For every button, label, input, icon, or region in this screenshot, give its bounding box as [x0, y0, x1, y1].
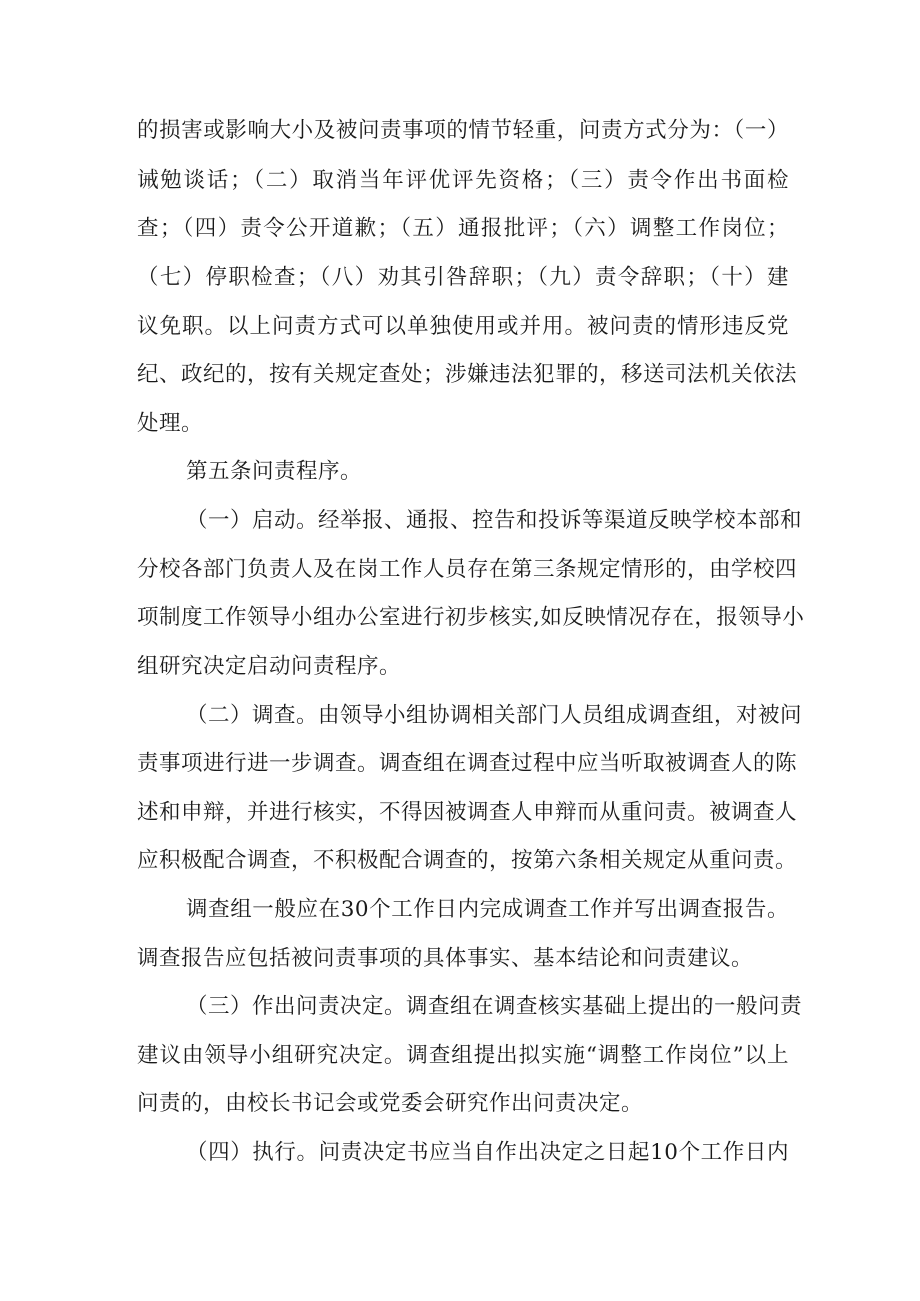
body-text-line: 述和申辩，并进行核实，不得因被调查人申辩而从重问责。被调查人	[137, 800, 798, 825]
body-text-line: 议免职。以上问责方式可以单独使用或并用。被问责的情形违反党	[137, 314, 789, 339]
article-heading: 第五条问责程序。	[186, 459, 363, 484]
body-text-line: 查；（四）责令公开道歉；（五）通报批评；（六）调整工作岗位；	[137, 216, 789, 241]
body-text-line: 诫勉谈话；（二）取消当年评优评先资格；（三）责令作出书面检	[137, 168, 789, 193]
body-text-line: （二）调查。由领导小组协调相关部门人员组成调查组，对被问	[186, 703, 803, 728]
body-text-line: 调查组一般应在30个工作日内完成调查工作并写出调查报告。	[186, 897, 789, 922]
body-text-line: （三）作出问责决定。调查组在调查核实基础上提出的一般问责	[186, 994, 803, 1019]
body-text-line: 的损害或影响大小及被问责事项的情节轻重，问责方式分为：（一）	[137, 118, 789, 143]
body-text-line: 处理。	[137, 411, 204, 436]
body-text-line: 组研究决定启动问责程序。	[137, 654, 402, 679]
body-text-line: 纪、政纪的，按有关规定查处；涉嫌违法犯罪的，移送司法机关依法	[137, 362, 798, 387]
body-text-line: 应积极配合调查，不积极配合调查的，按第六条相关规定从重问责。	[137, 848, 798, 873]
body-text-line: 责事项进行进一步调查。调查组在调查过程中应当听取被调查人的陈	[137, 751, 798, 776]
body-text-line: （七）停职检查；（八）劝其引咎辞职；（九）责令辞职；（十）建	[137, 265, 789, 290]
body-text-line: 建议由领导小组研究决定。调查组提出拟实施“调整工作岗位”以上	[137, 1043, 789, 1068]
body-text-line: （一）启动。经举报、通报、控告和投诉等渠道反映学校本部和	[186, 508, 803, 533]
body-text-line: （四）执行。问责决定书应当自作出决定之日起10个工作日内	[186, 1140, 789, 1165]
body-text-line: 分校各部门负责人及在岗工作人员存在第三条规定情形的，由学校四	[137, 557, 798, 582]
body-text-line: 项制度工作领导小组办公室进行初步核实,如反映情况存在，报领导小	[137, 605, 805, 630]
body-text-line: 调查报告应包括被问责事项的具体事实、基本结论和问责建议。	[137, 946, 754, 971]
body-text-line: 问责的，由校长书记会或党委会研究作出问责决定。	[137, 1091, 644, 1116]
